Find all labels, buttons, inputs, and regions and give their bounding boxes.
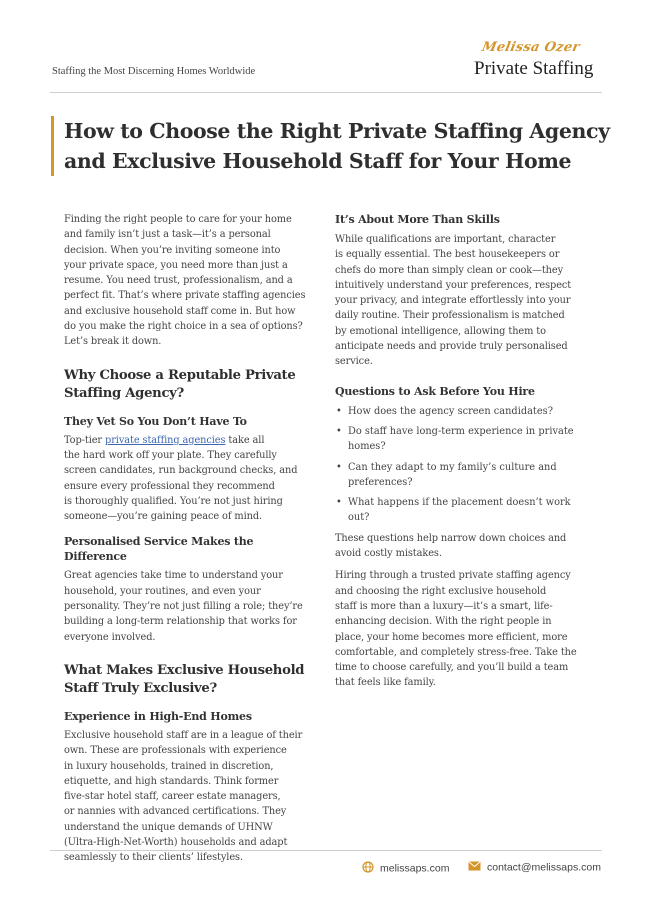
section-heading-exclusive: What Makes Exclusive Household Staff Truly Exclusive? (64, 662, 305, 696)
text-line: building a long-term relationship that works for (64, 616, 297, 628)
skills-paragraph (335, 232, 587, 370)
globe-icon (362, 861, 374, 876)
list-item-text: Can they adapt to my family’s culture and (348, 461, 557, 473)
personalised-service-paragraph (64, 568, 316, 644)
text-line: Exclusive household staff are in a league of their (64, 729, 303, 741)
section-heading-why-choose: Why Choose a Reputable Private Staffing Agency? (64, 367, 296, 401)
subheading-vet: They Vet So You Don’t Have To (64, 414, 247, 428)
private-staffing-agencies-link[interactable]: private staffing agencies (105, 434, 226, 446)
text-line: ensure every professional they recommend (64, 480, 275, 492)
text-line: or nannies with advanced certifications. They (64, 806, 287, 818)
text-line: avoid costly mistakes. (335, 548, 442, 560)
logo-wordmark: Private Staffing (474, 58, 594, 79)
footer-website-text: melissaps.com (380, 862, 450, 875)
envelope-icon (468, 861, 481, 874)
list-item (335, 404, 587, 419)
text-line: is thoroughly qualified. You’re not just hiring (64, 495, 283, 507)
text-line: While qualifications are important, character (335, 234, 556, 245)
text-line: and family isn’t just a task—it’s a personal (64, 229, 271, 241)
text-line: (Ultra-High-Net-Worth) households and adapt (64, 837, 288, 849)
text-line: that feels like family. (335, 677, 436, 689)
closing-paragraph (335, 568, 587, 690)
list-item (335, 424, 587, 455)
text-line: anticipate needs and provide truly personalised (335, 341, 568, 353)
text-line: perfect fit. That’s where private staffing agencies (64, 290, 306, 302)
text-line: everyone involved. (64, 631, 156, 643)
text-line: own. These are professionals with experience (64, 745, 287, 757)
text-line: by emotional intelligence, allowing them to (335, 325, 546, 337)
text-line: chefs do more than simply clean or cook—they (335, 264, 564, 276)
experience-paragraph (64, 728, 316, 866)
list-item-text: Do staff have long-term experience in private (348, 425, 574, 437)
text-line: your privacy, and integrate effortlessly into your (335, 295, 571, 307)
footer-email[interactable] (468, 861, 601, 874)
text-line: someone—you’re gaining peace of mind. (64, 511, 263, 523)
questions-list (335, 404, 587, 526)
text-line: in luxury households, trained in discretion, (64, 760, 274, 772)
bullet-icon: • (336, 497, 342, 509)
text-line: seamlessly to their clients’ lifestyles. (64, 852, 243, 864)
text-line: and exclusive household staff come in. But how (64, 305, 296, 317)
text-line: understand the unique demands of UHNW (64, 821, 273, 833)
text-line: etiquette, and high standards. Think former (64, 775, 279, 787)
logo-signature: Melissa Ozer (480, 40, 582, 55)
text-line: place, your home becomes more efficient, more (335, 631, 568, 643)
text-line: the hard work off your plate. They carefully (64, 449, 277, 461)
list-item-text: What happens if the placement doesn’t work (348, 497, 571, 509)
text-line: intuitively understand your preferences, respect (335, 279, 572, 291)
footer-website[interactable] (362, 861, 449, 876)
header-divider (50, 92, 602, 93)
page-title: How to Choose the Right Private Staffing Agency and Exclusive Household Staff for Your Home (64, 119, 610, 173)
text-line: enhancing decision. With the right people in (335, 616, 552, 628)
text-line: staff is more than a luxury—it’s a smart, life- (335, 600, 553, 612)
text-line: is equally essential. The best housekeepers or (335, 249, 560, 261)
bullet-icon: • (336, 405, 342, 417)
text-line: Let’s break it down. (64, 336, 162, 348)
brand-logo[interactable] (470, 40, 605, 84)
list-item-text: homes? (348, 441, 386, 453)
list-item-text: preferences? (348, 476, 413, 488)
text-line: comfortable, and completely stress-free. Take the (335, 646, 577, 658)
list-item (335, 460, 587, 491)
footer-divider (50, 850, 602, 851)
text-line: five-star hotel staff, career estate managers, (64, 791, 281, 803)
list-item-text: How does the agency screen candidates? (348, 405, 553, 417)
list-item (335, 495, 587, 526)
intro-paragraph (64, 212, 316, 350)
header-tagline: Staffing the Most Discerning Homes Worldwide (52, 66, 256, 77)
text-line: These questions help narrow down choices and (335, 532, 567, 544)
list-item-text: out? (348, 512, 370, 524)
subheading-personalised-service: Personalised Service Makes the Difference (64, 535, 254, 564)
narrow-choices-paragraph (335, 531, 587, 562)
title-accent-bar (51, 116, 54, 176)
text-line: decision. When you’re inviting someone into (64, 244, 281, 256)
left-column (64, 212, 316, 866)
text-line: Great agencies take time to understand your (64, 570, 283, 582)
text-line: and choosing the right exclusive household (335, 585, 547, 597)
text-line: resume. You need trust, professionalism, and a (64, 275, 293, 287)
text-line: do you make the right choice in a sea of options? (64, 321, 303, 333)
text-line: Finding the right people to care for your home (64, 214, 292, 225)
subheading-questions: Questions to Ask Before You Hire (335, 384, 535, 398)
text-line: household, your routines, and even your (64, 585, 261, 597)
subheading-experience: Experience in High-End Homes (64, 709, 252, 723)
bullet-icon: • (336, 461, 342, 473)
text-line: your private space, you need more than just a (64, 259, 288, 271)
right-column (335, 212, 587, 691)
text-line: time to choose carefully, and you’ll build a team (335, 662, 569, 674)
text-line: Hiring through a trusted private staffing agency (335, 570, 571, 582)
text-line: daily routine. Their professionalism is matched (335, 310, 565, 322)
text-line: service. (335, 356, 373, 368)
vet-paragraph: Top-tier private staffing agencies take all the hard work off your plate. They carefully screen candidates, run background checks, and ensure every professional they recommend is thoroughly qualified. You’re not just hiring someone—you’re gaining peace of mind. (64, 434, 298, 523)
subheading-more-than-skills: It’s About More Than Skills (335, 213, 500, 226)
text-line: screen candidates, run background checks, and (64, 465, 298, 477)
text-line: personality. They’re not just filling a role; they’re (64, 601, 303, 613)
footer-email-text: contact@melissaps.com (487, 861, 601, 874)
bullet-icon: • (336, 425, 342, 437)
